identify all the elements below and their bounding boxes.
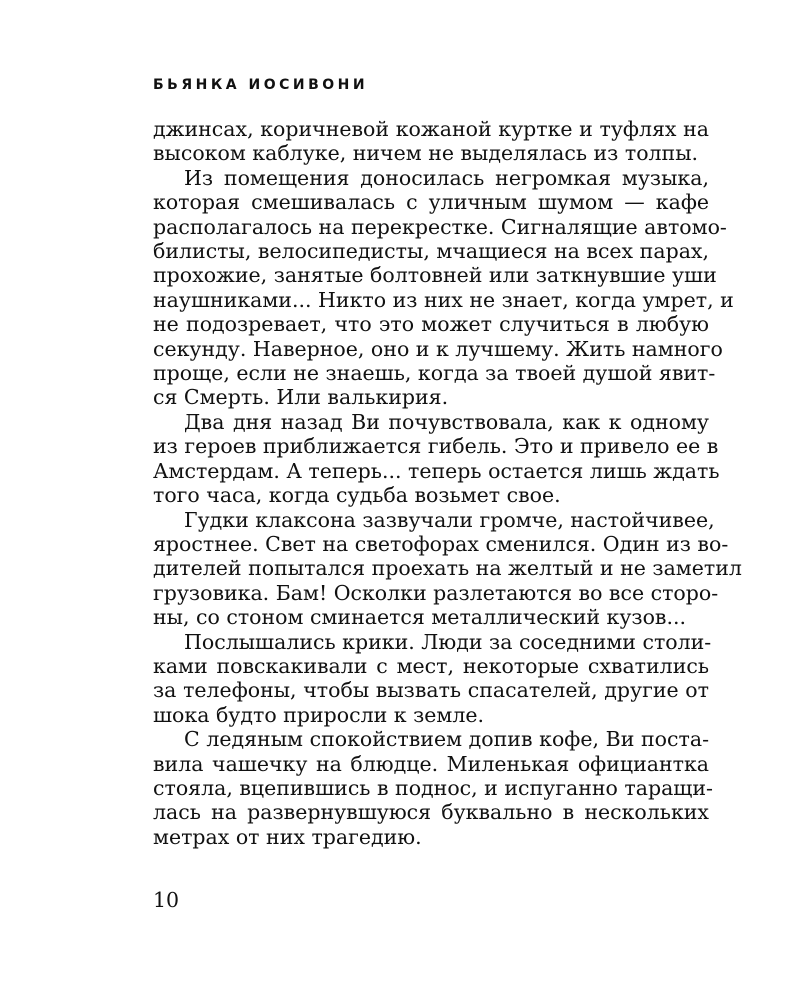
text-line: за телефоны, чтобы вызвать спасателей, другие от — [153, 678, 709, 703]
text-line: располагалось на перекрестке. Сигналящие автомо- — [153, 214, 727, 239]
paragraph — [153, 727, 713, 849]
text-line: Амстердам. А теперь... теперь остается лишь ждать — [153, 458, 720, 483]
text-line: Два дня назад Ви почувствовала, как к одному — [184, 409, 709, 434]
text-line: метрах от них трагедию. — [153, 824, 422, 849]
text-line: ны, со стоном сминается металлический кузов... — [153, 605, 687, 630]
text-line: грузовика. Бам! Осколки разлетаются во все сторо- — [153, 580, 719, 605]
text-line: прохожие, занятые болтовней или заткнувшие уши — [153, 263, 717, 288]
text-line: не подозревает, что это может случиться в любую — [153, 312, 709, 337]
text-line: наушниками... Никто из них не знает, когда умрет, и — [153, 287, 734, 312]
text-line: яростнее. Свет на светофорах сменился. Один из во- — [153, 531, 729, 556]
text-line: стояла, вцепившись в поднос, и испуганно таращи- — [153, 775, 713, 800]
text-line: дителей попытался проехать на желтый и не заметил — [153, 556, 742, 581]
page-number: 10 — [153, 888, 180, 912]
text-line: лась на развернувшуюся буквально в нескольких — [153, 800, 709, 825]
text-line: секунду. Наверное, оно и к лучшему. Жить намного — [153, 336, 723, 361]
paragraph — [153, 409, 720, 508]
text-line: Из помещения доносилась негромкая музыка, — [184, 165, 709, 190]
paragraph — [153, 117, 709, 166]
running-head-author: БЬЯНКА ИОСИВОНИ — [153, 77, 369, 93]
text-line: которая смешивалась с уличным шумом — кафе — [153, 190, 709, 215]
text-line: билисты, велосипедисты, мчащиеся на всех парах, — [153, 239, 709, 264]
text-line: С ледяным спокойствием допив кофе, Ви поста- — [184, 727, 709, 752]
text-line: проще, если не знаешь, когда за твоей душой явит- — [153, 361, 716, 386]
text-line: высоком каблуке, ничем не выделялась из толпы. — [153, 141, 699, 166]
text-line: того часа, когда судьба возьмет свое. — [153, 483, 561, 508]
text-line: джинсах, коричневой кожаной куртке и туфлях на — [153, 117, 709, 141]
text-line: шока будто приросли к земле. — [153, 702, 485, 727]
paragraph — [153, 629, 712, 728]
body-text — [153, 117, 742, 849]
text-line: Послышались крики. Люди за соседними столи- — [184, 629, 712, 654]
paragraph — [153, 507, 742, 630]
text-line: Гудки клаксона зазвучали громче, настойчивее, — [184, 507, 715, 532]
text-line: вила чашечку на блюдце. Миленькая официантка — [153, 751, 709, 776]
text-line: из героев приближается гибель. Это и привело ее в — [153, 434, 719, 459]
text-line: ся Смерть. Или валькирия. — [153, 385, 449, 410]
text-line: ками повскакивали с мест, некоторые схватились — [153, 653, 709, 678]
paragraph — [153, 165, 734, 410]
